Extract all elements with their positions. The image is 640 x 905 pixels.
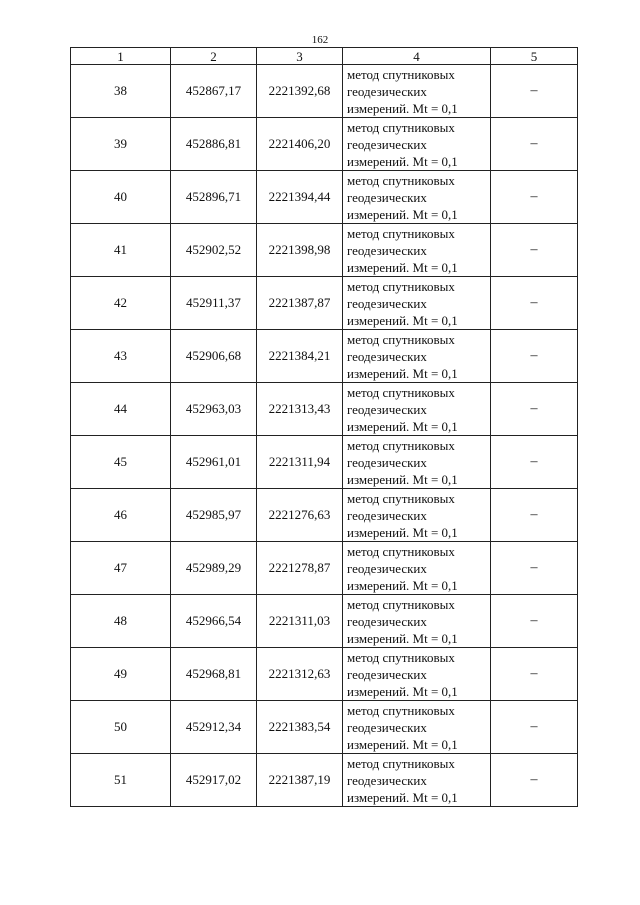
point-number-cell: 45 — [71, 436, 171, 489]
method-line: измерений. Mt = 0,1 — [347, 259, 458, 275]
method-cell — [343, 277, 491, 330]
point-number-cell: 41 — [71, 224, 171, 277]
y-coordinate-cell: 2221278,87 — [257, 542, 343, 595]
y-coordinate-cell: 2221387,19 — [257, 754, 343, 807]
x-coordinate-cell: 452896,71 — [171, 171, 257, 224]
y-coordinate-cell: 2221384,21 — [257, 330, 343, 383]
x-coordinate-cell: 452906,68 — [171, 330, 257, 383]
table-row — [71, 436, 578, 489]
method-line: измерений. Mt = 0,1 — [347, 100, 458, 116]
method-cell — [343, 171, 491, 224]
x-coordinate-cell: 452886,81 — [171, 118, 257, 171]
method-line: метод спутниковых — [347, 490, 455, 506]
table-row — [71, 542, 578, 595]
method-line: измерений. Mt = 0,1 — [347, 365, 458, 381]
y-coordinate-cell: 2221383,54 — [257, 701, 343, 754]
method-line: геодезических — [347, 560, 427, 576]
table-body — [71, 65, 578, 807]
point-number-cell: 43 — [71, 330, 171, 383]
x-coordinate-cell: 452911,37 — [171, 277, 257, 330]
method-line: геодезических — [347, 772, 427, 788]
x-coordinate-cell: 452963,03 — [171, 383, 257, 436]
method-line: измерений. Mt = 0,1 — [347, 630, 458, 646]
method-cell — [343, 118, 491, 171]
x-coordinate-cell: 452989,29 — [171, 542, 257, 595]
method-line: геодезических — [347, 136, 427, 152]
table-row — [71, 754, 578, 807]
point-number-cell: 42 — [71, 277, 171, 330]
extra-cell: – — [491, 489, 578, 542]
y-coordinate-cell: 2221312,63 — [257, 648, 343, 701]
extra-cell: – — [491, 118, 578, 171]
y-coordinate-cell: 2221406,20 — [257, 118, 343, 171]
method-cell — [343, 595, 491, 648]
table-row — [71, 383, 578, 436]
extra-cell: – — [491, 701, 578, 754]
extra-cell: – — [491, 65, 578, 118]
point-number-cell: 39 — [71, 118, 171, 171]
method-cell — [343, 489, 491, 542]
y-coordinate-cell: 2221387,87 — [257, 277, 343, 330]
method-line: метод спутниковых — [347, 225, 455, 241]
point-number-cell: 49 — [71, 648, 171, 701]
method-line: метод спутниковых — [347, 119, 455, 135]
point-number-cell: 50 — [71, 701, 171, 754]
method-line: метод спутниковых — [347, 278, 455, 294]
method-line: измерений. Mt = 0,1 — [347, 471, 458, 487]
method-line: геодезических — [347, 189, 427, 205]
table-row — [71, 648, 578, 701]
extra-cell: – — [491, 542, 578, 595]
header-col-1: 1 — [71, 48, 171, 65]
method-line: измерений. Mt = 0,1 — [347, 577, 458, 593]
method-line: геодезических — [347, 454, 427, 470]
method-line: геодезических — [347, 242, 427, 258]
method-cell — [343, 330, 491, 383]
method-line: геодезических — [347, 666, 427, 682]
header-col-5: 5 — [491, 48, 578, 65]
method-line: геодезических — [347, 295, 427, 311]
method-line: метод спутниковых — [347, 543, 455, 559]
method-cell — [343, 701, 491, 754]
method-line: геодезических — [347, 507, 427, 523]
method-line: геодезических — [347, 348, 427, 364]
header-col-4: 4 — [343, 48, 491, 65]
extra-cell: – — [491, 277, 578, 330]
extra-cell: – — [491, 754, 578, 807]
table-row — [71, 701, 578, 754]
x-coordinate-cell: 452968,81 — [171, 648, 257, 701]
x-coordinate-cell: 452966,54 — [171, 595, 257, 648]
header-row — [71, 48, 578, 65]
table-row — [71, 595, 578, 648]
method-line: геодезических — [347, 613, 427, 629]
table-row — [71, 330, 578, 383]
method-line: геодезических — [347, 83, 427, 99]
extra-cell: – — [491, 436, 578, 489]
header-col-3: 3 — [257, 48, 343, 65]
method-line: измерений. Mt = 0,1 — [347, 736, 458, 752]
method-line: метод спутниковых — [347, 596, 455, 612]
method-cell — [343, 383, 491, 436]
method-line: измерений. Mt = 0,1 — [347, 418, 458, 434]
table-row — [71, 489, 578, 542]
point-number-cell: 47 — [71, 542, 171, 595]
point-number-cell: 44 — [71, 383, 171, 436]
method-cell — [343, 436, 491, 489]
table-row — [71, 118, 578, 171]
x-coordinate-cell: 452961,01 — [171, 436, 257, 489]
method-line: метод спутниковых — [347, 702, 455, 718]
method-cell — [343, 65, 491, 118]
method-line: измерений. Mt = 0,1 — [347, 524, 458, 540]
x-coordinate-cell: 452985,97 — [171, 489, 257, 542]
method-line: метод спутниковых — [347, 331, 455, 347]
x-coordinate-cell: 452867,17 — [171, 65, 257, 118]
table-row — [71, 277, 578, 330]
extra-cell: – — [491, 383, 578, 436]
method-cell — [343, 754, 491, 807]
table-row — [71, 224, 578, 277]
method-line: геодезических — [347, 719, 427, 735]
coordinates-table — [70, 47, 578, 807]
extra-cell: – — [491, 330, 578, 383]
point-number-cell: 46 — [71, 489, 171, 542]
method-line: метод спутниковых — [347, 755, 455, 771]
method-cell — [343, 224, 491, 277]
page-number: 162 — [311, 34, 329, 46]
point-number-cell: 51 — [71, 754, 171, 807]
extra-cell: – — [491, 171, 578, 224]
table-header — [71, 48, 578, 65]
extra-cell: – — [491, 648, 578, 701]
y-coordinate-cell: 2221398,98 — [257, 224, 343, 277]
table-row — [71, 65, 578, 118]
y-coordinate-cell: 2221311,94 — [257, 436, 343, 489]
y-coordinate-cell: 2221276,63 — [257, 489, 343, 542]
method-cell — [343, 648, 491, 701]
method-line: измерений. Mt = 0,1 — [347, 683, 458, 699]
extra-cell: – — [491, 595, 578, 648]
y-coordinate-cell: 2221392,68 — [257, 65, 343, 118]
extra-cell: – — [491, 224, 578, 277]
method-cell — [343, 542, 491, 595]
method-line: метод спутниковых — [347, 66, 455, 82]
y-coordinate-cell: 2221394,44 — [257, 171, 343, 224]
header-col-2: 2 — [171, 48, 257, 65]
y-coordinate-cell: 2221311,03 — [257, 595, 343, 648]
point-number-cell: 48 — [71, 595, 171, 648]
x-coordinate-cell: 452917,02 — [171, 754, 257, 807]
method-line: метод спутниковых — [347, 384, 455, 400]
method-line: измерений. Mt = 0,1 — [347, 206, 458, 222]
method-line: измерений. Mt = 0,1 — [347, 789, 458, 805]
point-number-cell: 40 — [71, 171, 171, 224]
x-coordinate-cell: 452912,34 — [171, 701, 257, 754]
table-row — [71, 171, 578, 224]
method-line: измерений. Mt = 0,1 — [347, 312, 458, 328]
method-line: метод спутниковых — [347, 437, 455, 453]
point-number-cell: 38 — [71, 65, 171, 118]
method-line: геодезических — [347, 401, 427, 417]
method-line: измерений. Mt = 0,1 — [347, 153, 458, 169]
method-line: метод спутниковых — [347, 649, 455, 665]
method-line: метод спутниковых — [347, 172, 455, 188]
y-coordinate-cell: 2221313,43 — [257, 383, 343, 436]
x-coordinate-cell: 452902,52 — [171, 224, 257, 277]
